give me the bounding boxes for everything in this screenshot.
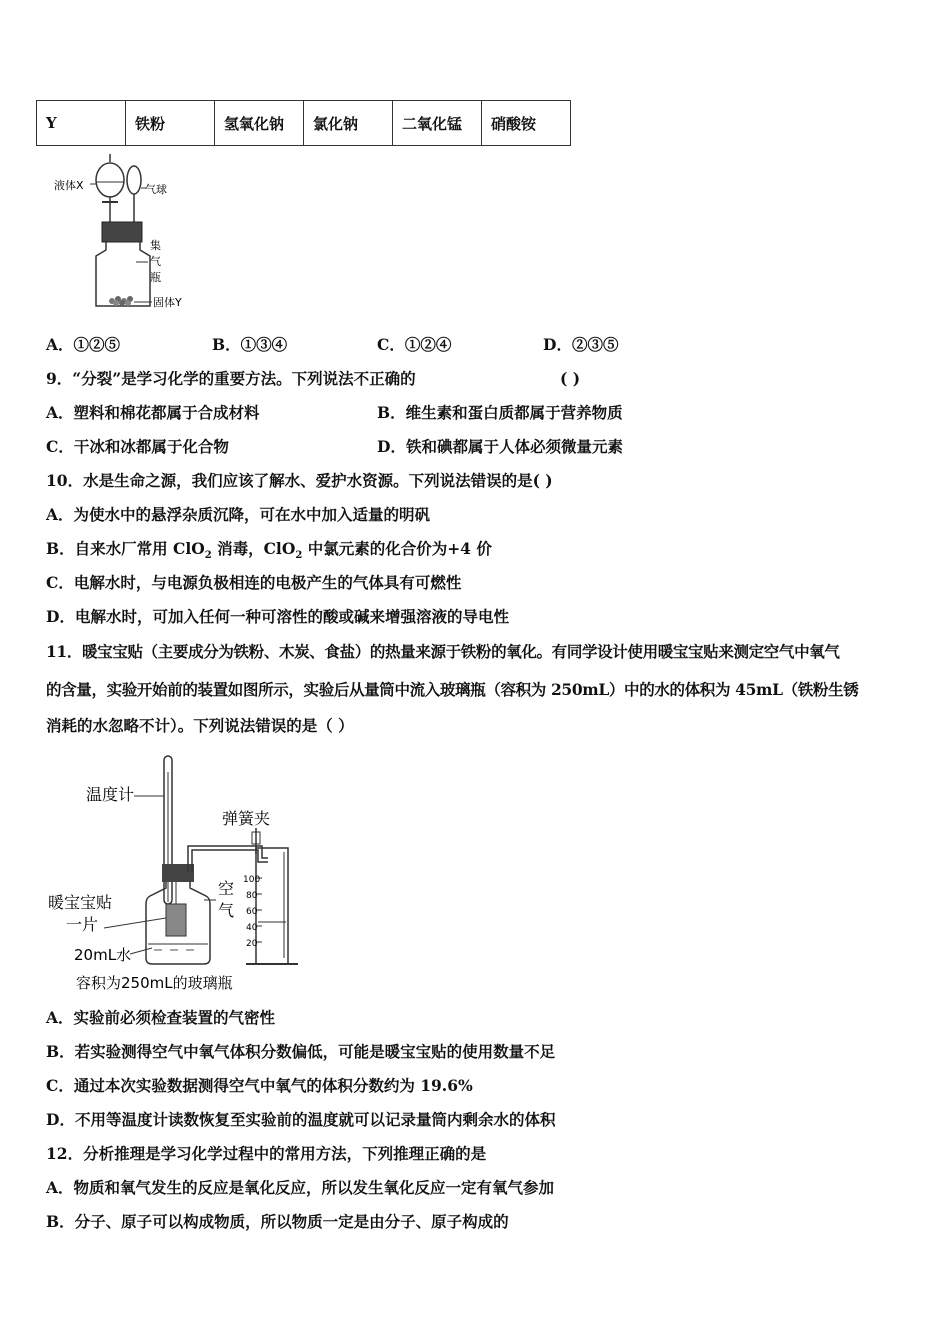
q9-option-d: D．铁和碘都属于人体必须微量元素 (377, 437, 623, 456)
q10-option-d: D．电解水时，可加入任何一种可溶性的酸或碱来增强溶液的导电性 (46, 607, 509, 626)
cylinder-tick-80: 80 (246, 891, 258, 901)
label-bottle-char-3: 瓶 (150, 271, 161, 284)
table-cell: 氢氧化钠 (215, 101, 304, 146)
q10-stem: 10．水是生命之源，我们应该了解水、爱护水资源。下列说法错误的是( ) (46, 471, 553, 490)
cylinder-tick-40: 40 (246, 923, 258, 933)
hand-warmer-apparatus-figure (44, 752, 314, 998)
label-warmer-line1: 暖宝宝贴 (48, 893, 113, 912)
q10-b-mid: 消毒，ClO (211, 539, 296, 558)
label-spring-clamp: 弹簧夹 (222, 809, 271, 828)
q9-option-a: A．塑料和棉花都属于合成材料 (46, 403, 260, 422)
label-bottle-char-1: 集 (150, 239, 161, 252)
substance-y-table (36, 100, 571, 146)
q8-option-c: C．①②④ (377, 335, 452, 354)
table-cell: 氯化钠 (304, 101, 393, 146)
table-cell: 硝酸铵 (482, 101, 571, 146)
label-thermometer: 温度计 (86, 785, 135, 804)
label-air-char-1: 空 (218, 879, 235, 898)
q9-paren: ( ) (560, 369, 581, 388)
q10-option-a: A．为使水中的悬浮杂质沉降，可在水中加入适量的明矾 (46, 505, 431, 524)
table-cell: Y (37, 101, 126, 146)
label-glass-bottle: 容积为250mL的玻璃瓶 (76, 974, 233, 992)
q12-option-b: B．分子、原子可以构成物质，所以物质一定是由分子、原子构成的 (46, 1212, 509, 1231)
label-water-20ml: 20mL水 (74, 946, 132, 964)
q10-b-prefix: B．自来水厂常用 ClO (46, 539, 205, 558)
label-warmer-line2: 一片 (66, 915, 99, 934)
label-air-char-2: 气 (218, 901, 235, 920)
q8-option-a: A．①②⑤ (46, 335, 121, 354)
q8-option-d: D．②③⑤ (543, 335, 619, 354)
q9-stem: 9．“分裂”是学习化学的重要方法。下列说法不正确的 (46, 369, 416, 388)
label-liquid-x: 液体X (54, 179, 84, 192)
table-cell: 铁粉 (126, 101, 215, 146)
table-row (37, 101, 571, 146)
q10-b-sub2: 2 (295, 550, 303, 562)
q8-option-b: B．①③④ (212, 335, 288, 354)
label-bottle-char-2: 气 (150, 255, 161, 268)
label-balloon: 气球 (145, 183, 167, 196)
q11-stem-line1: 11．暖宝宝贴（主要成分为铁粉、木炭、食盐）的热量来源于铁粉的氧化。有同学设计使用暖宝宝贴来测定空气中氧气 (46, 642, 840, 661)
q11-option-b: B．若实验测得空气中氧气体积分数偏低，可能是暖宝宝贴的使用数量不足 (46, 1042, 556, 1061)
q9-option-c: C．干冰和冰都属于化合物 (46, 437, 229, 456)
q11-stem-line3: 消耗的水忽略不计）。下列说法错误的是（ ） (46, 716, 354, 735)
q10-option-c: C．电解水时，与电源负极相连的电极产生的气体具有可燃性 (46, 573, 462, 592)
q11-option-d: D．不用等温度计读数恢复至实验前的温度就可以记录量筒内剩余水的体积 (46, 1110, 556, 1129)
q11-option-a: A．实验前必须检查装置的气密性 (46, 1008, 276, 1027)
q11-option-c: C．通过本次实验数据测得空气中氧气的体积分数约为 19.6% (46, 1076, 473, 1095)
cylinder-tick-20: 20 (246, 939, 258, 949)
q9-option-b: B．维生素和蛋白质都属于营养物质 (377, 403, 623, 422)
q10-b-suffix: 中氯元素的化合价为+4 价 (302, 539, 492, 558)
cylinder-tick-100: 100 (243, 875, 261, 885)
label-solid-y: 固体Y (153, 296, 182, 309)
q10-b-sub1: 2 (204, 550, 212, 562)
q12-option-a: A．物质和氧气发生的反应是氧化反应，所以发生氧化反应一定有氧气参加 (46, 1178, 555, 1197)
q11-stem-line2: 的含量，实验开始前的装置如图所示，实验后从量筒中流入玻璃瓶（容积为 250mL）中的水的体积为 45mL（铁粉生锈 (46, 680, 859, 699)
q12-stem: 12．分析推理是学习化学过程中的常用方法，下列推理正确的是 (46, 1144, 487, 1163)
cylinder-tick-60: 60 (246, 907, 258, 917)
q10-option-b (46, 539, 492, 566)
table-cell: 二氧化锰 (393, 101, 482, 146)
gas-bottle-apparatus-figure (50, 152, 210, 312)
